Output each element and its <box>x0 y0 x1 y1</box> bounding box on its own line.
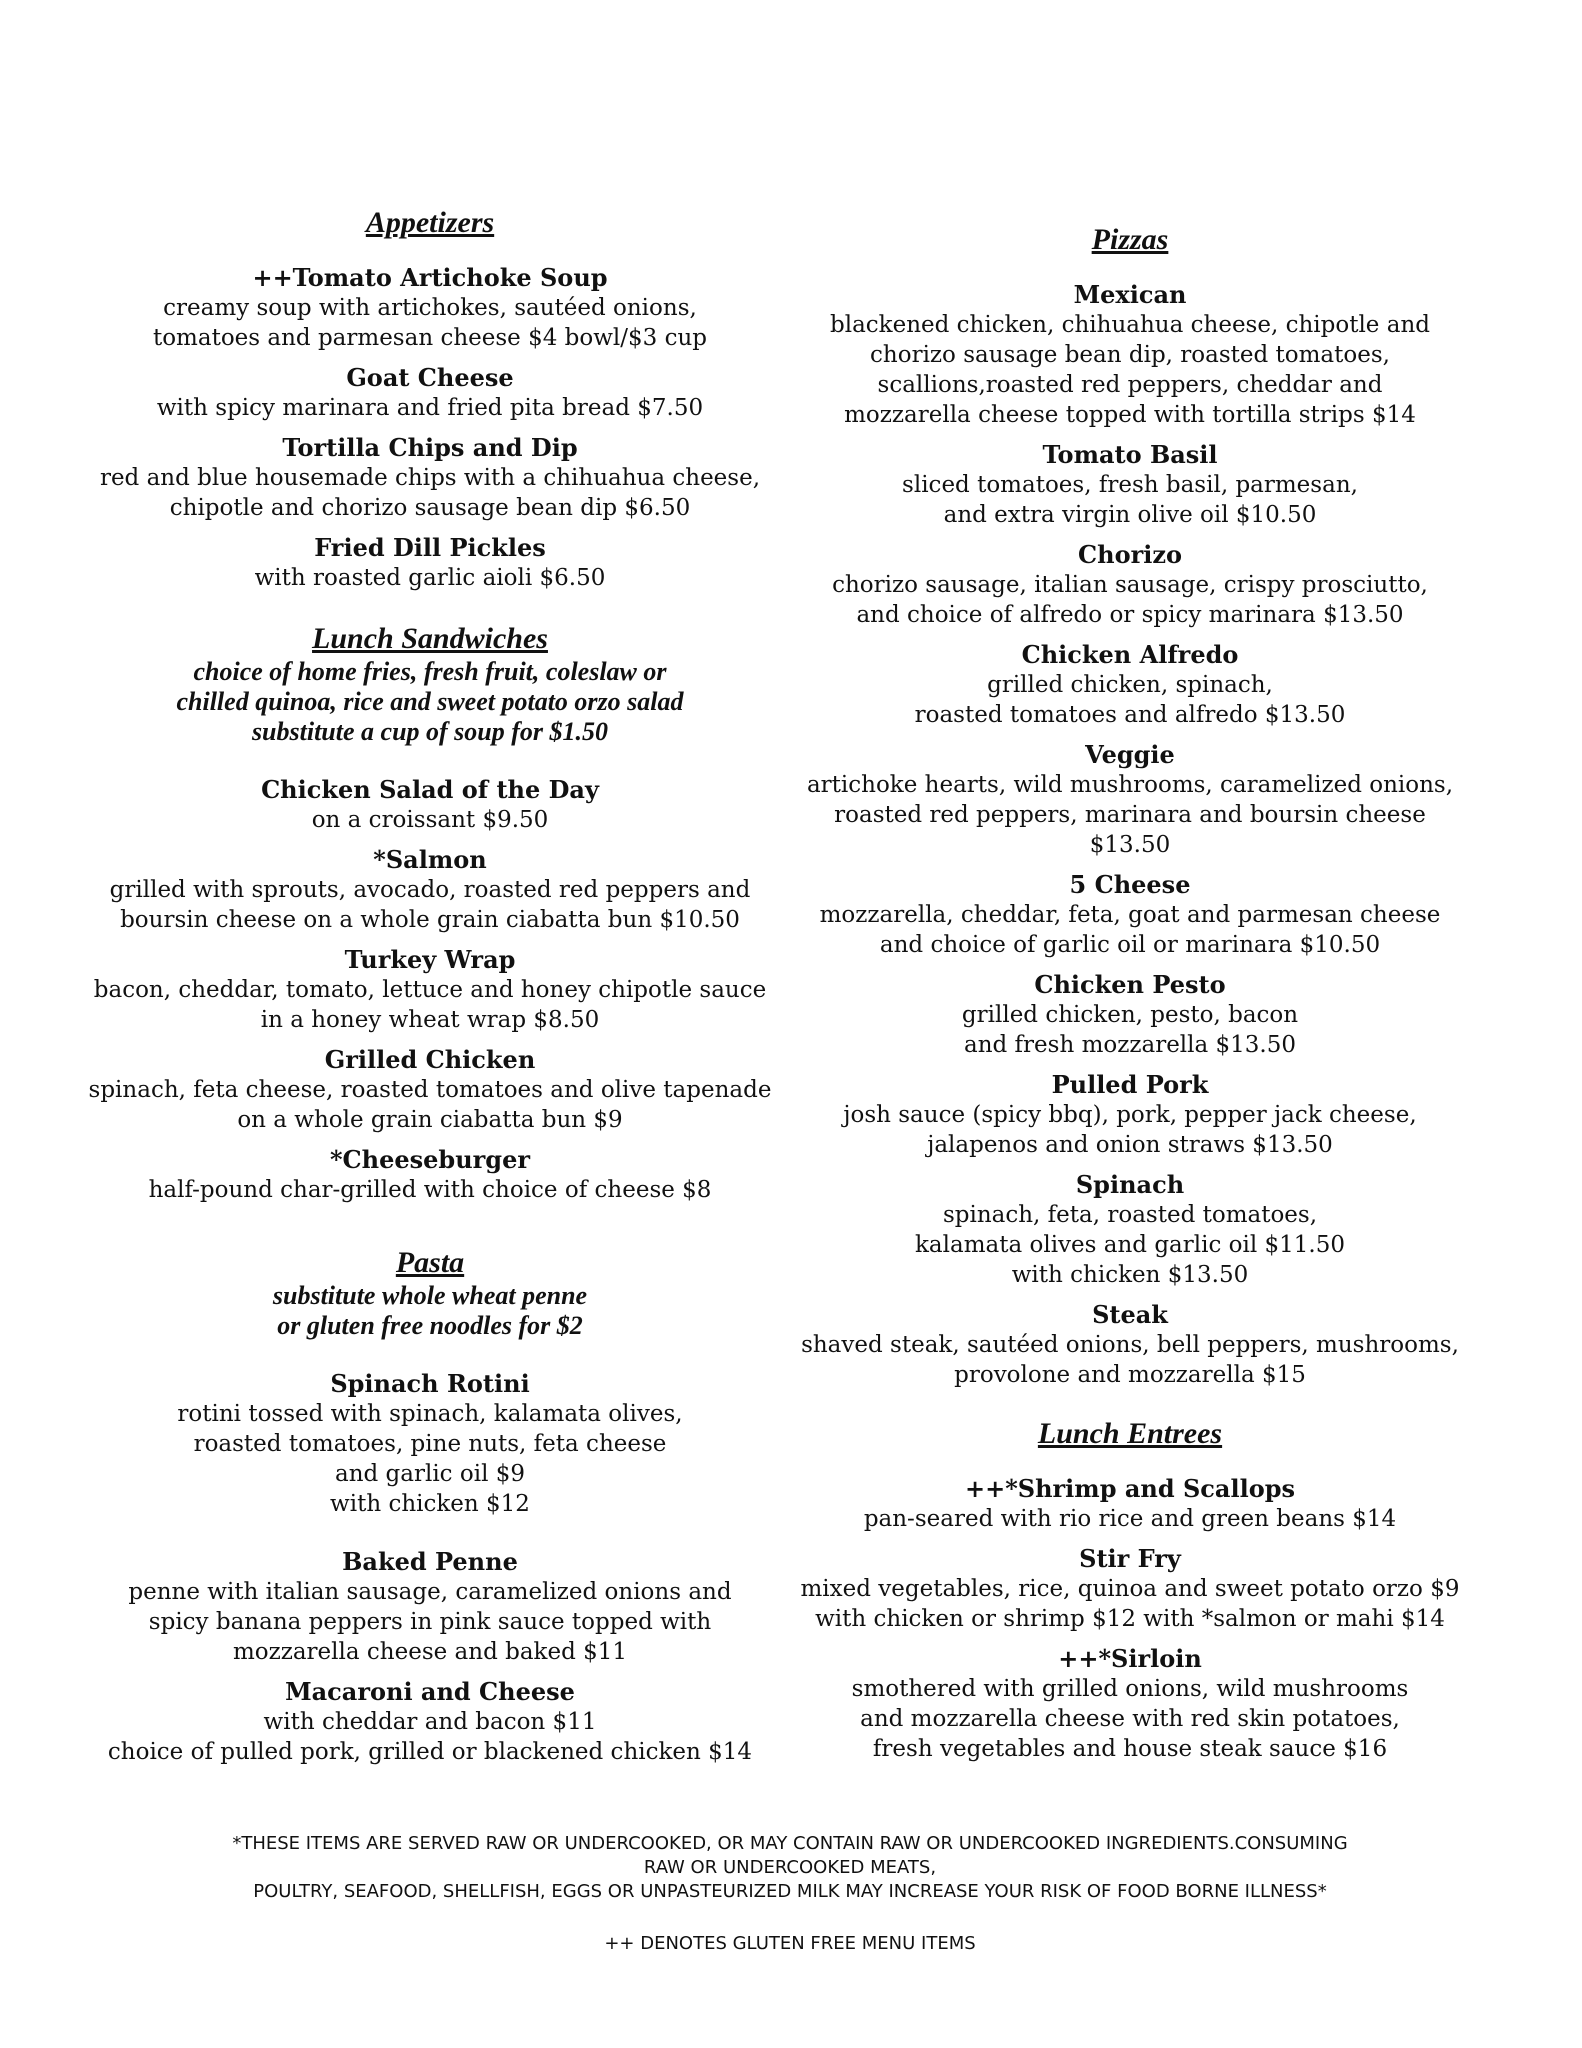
footer <box>100 1832 1480 1956</box>
item-name: Mexican <box>1073 280 1187 309</box>
item-name: Macaroni and Cheese <box>285 1677 575 1706</box>
item-description: spicy banana peppers in pink sauce topped with <box>148 1609 712 1635</box>
item-name: Tomato Basil <box>1042 440 1218 469</box>
sandwiches-note: substitute a cup of soup for $1.50 <box>251 717 609 746</box>
item-description: mozzarella, cheddar, feta, goat and parmesan cheese <box>819 902 1441 928</box>
right-column <box>800 222 1460 1764</box>
menu-item <box>80 845 780 935</box>
menu-item <box>800 640 1460 730</box>
menu-item <box>80 363 780 423</box>
menu-item <box>80 1369 780 1519</box>
item-name: Spinach <box>1075 1170 1185 1199</box>
item-description: boursin cheese on a whole grain ciabatta bun $10.50 <box>120 907 740 933</box>
menu-item <box>80 1547 780 1667</box>
menu-item <box>800 540 1460 630</box>
item-description: sliced tomatoes, fresh basil, parmesan, <box>902 472 1358 498</box>
disclaimer-line: *THESE ITEMS ARE SERVED RAW OR UNDERCOOKED, OR MAY CONTAIN RAW OR UNDERCOOKED INGREDIENTS.CONSUMING <box>232 1833 1348 1854</box>
item-description: fresh vegetables and house steak sauce $16 <box>872 1736 1388 1762</box>
item-description: jalapenos and onion straws $13.50 <box>927 1132 1333 1158</box>
appetizers-title: Appetizers <box>365 206 495 239</box>
item-name: ++*Sirloin <box>1058 1644 1202 1673</box>
disclaimer-line: RAW OR UNDERCOOKED MEATS, <box>643 1857 937 1878</box>
appetizers-section <box>80 205 780 593</box>
pasta-section <box>80 1245 780 1767</box>
item-description: and fresh mozzarella $13.50 <box>963 1032 1297 1058</box>
item-name: *Cheeseburger <box>330 1145 530 1174</box>
item-description: josh sauce (spicy bbq), pork, pepper jack cheese, <box>843 1102 1417 1128</box>
item-name: Chicken Salad of the Day <box>261 775 599 804</box>
item-description: with roasted garlic aioli $6.50 <box>254 565 606 591</box>
item-description: creamy soup with artichokes, sautéed onions, <box>163 295 697 321</box>
item-description: provolone and mozzarella $15 <box>954 1362 1306 1388</box>
menu-item <box>800 870 1460 960</box>
item-name: Grilled Chicken <box>324 1045 536 1074</box>
item-description: chorizo sausage, italian sausage, crispy prosciutto, <box>832 572 1428 598</box>
menu-item <box>800 740 1460 860</box>
item-description: rotini tossed with spinach, kalamata olives, <box>177 1401 683 1427</box>
item-description: mozzarella cheese topped with tortilla strips $14 <box>844 402 1416 428</box>
item-description: kalamata olives and garlic oil $11.50 <box>914 1232 1346 1258</box>
item-description: smothered with grilled onions, wild mushrooms <box>851 1676 1409 1702</box>
gluten-free-note: ++ DENOTES GLUTEN FREE MENU ITEMS <box>604 1933 976 1954</box>
sandwiches-note: chilled quinoa, rice and sweet potato orzo salad <box>176 687 684 716</box>
item-description: grilled chicken, spinach, <box>987 672 1273 698</box>
item-name: Chorizo <box>1078 540 1182 569</box>
item-description: blackened chicken, chihuahua cheese, chipotle and <box>830 312 1430 338</box>
item-description: roasted tomatoes and alfredo $13.50 <box>914 702 1346 728</box>
item-description: red and blue housemade chips with a chihuahua cheese, <box>99 465 761 491</box>
item-name: ++Tomato Artichoke Soup <box>252 263 608 292</box>
item-description: in a honey wheat wrap $8.50 <box>260 1007 600 1033</box>
menu-item <box>800 1644 1460 1764</box>
pizzas-section <box>800 222 1460 1390</box>
item-description: with chicken $12 <box>330 1491 530 1517</box>
item-name: Steak <box>1092 1300 1168 1329</box>
item-description: scallions,roasted red peppers, cheddar and <box>877 372 1383 398</box>
item-description: with chicken $13.50 <box>1011 1262 1249 1288</box>
item-description: with spicy marinara and fried pita bread $7.50 <box>156 395 704 421</box>
item-description: penne with italian sausage, caramelized onions and <box>128 1579 732 1605</box>
item-name: Baked Penne <box>342 1547 518 1576</box>
item-name: Tortilla Chips and Dip <box>282 433 578 462</box>
item-description: and choice of garlic oil or marinara $10.50 <box>879 932 1381 958</box>
item-name: *Salmon <box>373 845 487 874</box>
item-description: and extra virgin olive oil $10.50 <box>943 502 1317 528</box>
entrees-title: Lunch Entrees <box>1037 1417 1223 1450</box>
item-description: grilled chicken, pesto, bacon <box>961 1002 1299 1028</box>
item-name: Fried Dill Pickles <box>314 533 546 562</box>
disclaimer-line: POULTRY, SEAFOOD, SHELLFISH, EGGS OR UNPASTEURIZED MILK MAY INCREASE YOUR RISK OF FOOD BORNE ILLNESS* <box>253 1881 1327 1902</box>
item-description: on a whole grain ciabatta bun $9 <box>237 1107 623 1133</box>
item-name: Goat Cheese <box>346 363 514 392</box>
item-description: pan-seared with rio rice and green beans $14 <box>863 1506 1397 1532</box>
item-description: roasted tomatoes, pine nuts, feta cheese <box>193 1431 667 1457</box>
menu-item <box>800 440 1460 530</box>
menu-item <box>80 263 780 353</box>
menu-item <box>800 1070 1460 1160</box>
item-description: spinach, feta, roasted tomatoes, <box>942 1202 1318 1228</box>
pasta-note: or gluten free noodles for $2 <box>277 1311 583 1340</box>
menu-item <box>800 1474 1460 1534</box>
entrees-section <box>800 1416 1460 1764</box>
item-description: artichoke hearts, wild mushrooms, caramelized onions, <box>806 772 1454 798</box>
menu-item <box>800 280 1460 430</box>
item-description: shaved steak, sautéed onions, bell peppers, mushrooms, <box>801 1332 1459 1358</box>
item-description: choice of pulled pork, grilled or blackened chicken $14 <box>107 1739 753 1765</box>
sandwiches-section <box>80 621 780 1205</box>
sandwiches-title: Lunch Sandwiches <box>312 622 548 655</box>
sandwiches-note: choice of home fries, fresh fruit, coleslaw or <box>193 657 667 686</box>
item-description: grilled with sprouts, avocado, roasted red peppers and <box>109 877 751 903</box>
item-description: and garlic oil $9 <box>334 1461 526 1487</box>
item-name: 5 Cheese <box>1069 870 1191 899</box>
item-description: bacon, cheddar, tomato, lettuce and honey chipotle sauce <box>93 977 767 1003</box>
menu-item <box>80 945 780 1035</box>
item-name: Stir Fry <box>1079 1544 1181 1573</box>
menu-item <box>800 970 1460 1060</box>
menu-item <box>80 1045 780 1135</box>
item-description: chipotle and chorizo sausage bean dip $6.50 <box>169 495 691 521</box>
item-name: Chicken Alfredo <box>1021 640 1239 669</box>
item-description: roasted red peppers, marinara and boursin cheese $13.50 <box>834 802 1426 858</box>
item-name: Spinach Rotini <box>330 1369 530 1398</box>
item-description: chorizo sausage bean dip, roasted tomatoes, <box>870 342 1390 368</box>
menu-item <box>80 433 780 523</box>
item-description: mixed vegetables, rice, quinoa and sweet potato orzo $9 <box>800 1576 1460 1602</box>
menu-item <box>80 1677 780 1767</box>
menu-item <box>80 775 780 835</box>
item-description: spinach, feta cheese, roasted tomatoes and olive tapenade <box>88 1077 772 1103</box>
item-description: half-pound char-grilled with choice of cheese $8 <box>148 1177 712 1203</box>
menu-item <box>80 1145 780 1205</box>
item-description: and choice of alfredo or spicy marinara $13.50 <box>856 602 1404 628</box>
item-name: Veggie <box>1085 740 1175 769</box>
item-name: Turkey Wrap <box>344 945 516 974</box>
pasta-title: Pasta <box>395 1246 465 1279</box>
menu-item <box>800 1300 1460 1390</box>
pizzas-title: Pizzas <box>1091 223 1169 256</box>
menu-item <box>800 1170 1460 1290</box>
menu-item <box>800 1544 1460 1634</box>
item-description: on a croissant $9.50 <box>311 807 549 833</box>
left-column <box>80 205 780 1767</box>
item-description: with cheddar and bacon $11 <box>263 1709 597 1735</box>
item-name: ++*Shrimp and Scallops <box>964 1474 1295 1503</box>
item-description: with chicken or shrimp $12 with *salmon or mahi $14 <box>815 1606 1445 1632</box>
menu-item <box>80 533 780 593</box>
item-description: mozzarella cheese and baked $11 <box>232 1639 628 1665</box>
pasta-note: substitute whole wheat penne <box>272 1281 588 1310</box>
item-description: and mozzarella cheese with red skin potatoes, <box>860 1706 1400 1732</box>
item-description: tomatoes and parmesan cheese $4 bowl/$3 cup <box>152 325 708 351</box>
item-name: Chicken Pesto <box>1034 970 1226 999</box>
item-name: Pulled Pork <box>1051 1070 1209 1099</box>
